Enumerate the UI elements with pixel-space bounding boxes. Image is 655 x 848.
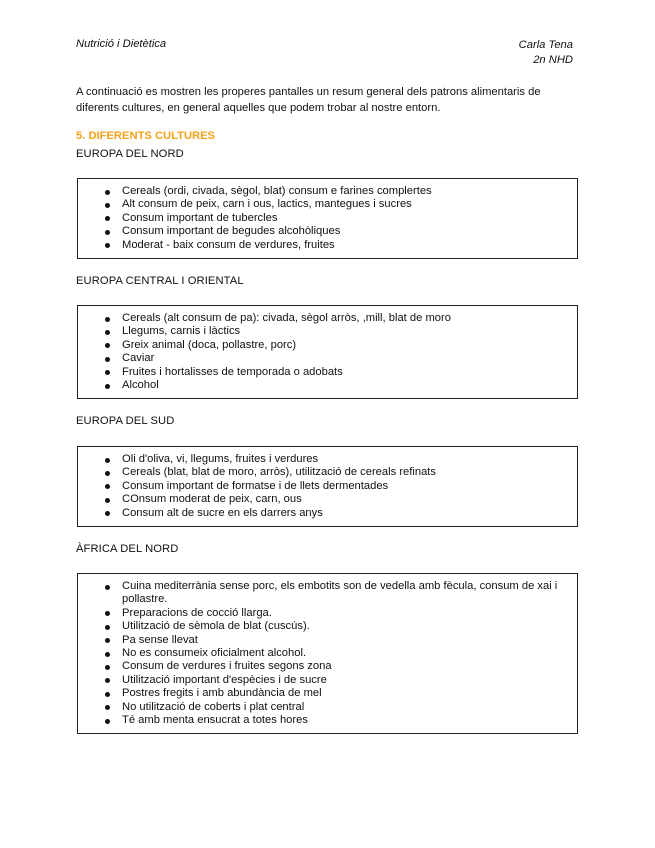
- region-list: [78, 312, 563, 392]
- list-item: Consum alt de sucre en els darrers anys: [122, 507, 563, 520]
- region-list: [78, 580, 563, 727]
- intro-paragraph: A continuació es mostren les properes pantalles un resum general dels patrons alimentaris de diferents cultures, en general aquelles que podem trobar al nostre entorn.: [76, 86, 541, 114]
- region-title-europa-sud: EUROPA DEL SUD: [76, 415, 175, 427]
- list-item: Cereals (ordi, civada, sègol, blat) consum e farines complertes: [122, 185, 563, 198]
- region-title-europa-nord: EUROPA DEL NORD: [76, 148, 184, 160]
- list-item: Alcohol: [122, 379, 563, 392]
- list-item: COnsum moderat de peix, carn, ous: [122, 493, 563, 506]
- list-item: Utilització de sèmola de blat (cuscús).: [122, 620, 563, 633]
- section-title: 5. DIFERENTS CULTURES: [76, 130, 216, 142]
- region-box-africa-nord: [77, 573, 578, 734]
- region-box-europa-nord: [77, 178, 578, 259]
- region-box-europa-sud: [77, 446, 578, 527]
- list-item: Consum important de begudes alcohòliques: [122, 225, 563, 238]
- region-title-europa-central: EUROPA CENTRAL I ORIENTAL: [76, 275, 244, 287]
- header-author-block: [519, 38, 573, 68]
- list-item: Llegums, carnis i làctics: [122, 325, 563, 338]
- list-item: Postres fregits i amb abundància de mel: [122, 687, 563, 700]
- list-item: Preparacions de cocció llarga.: [122, 607, 563, 620]
- header-course: 2n NHD: [533, 54, 573, 66]
- list-item: Pa sense llevat: [122, 634, 563, 647]
- list-item: No es consumeix oficialment alcohol.: [122, 647, 563, 660]
- list-item: Caviar: [122, 352, 563, 365]
- region-list: [78, 185, 563, 252]
- header-subject: Nutrició i Dietètica: [76, 38, 167, 50]
- region-title-africa-nord: ÀFRICA DEL NORD: [76, 543, 179, 555]
- list-item: Oli d'oliva, vi, llegums, fruites i verdures: [122, 453, 563, 466]
- region-list: [78, 453, 563, 520]
- list-item: Alt consum de peix, carn i ous, lactics, mantegues i sucres: [122, 198, 563, 211]
- list-item: Cereals (alt consum de pa): civada, sègol arròs, ,mill, blat de moro: [122, 312, 563, 325]
- list-item: Cuina mediterrània sense porc, els embotits son de vedella amb fècula, consum de xai i pollastre.: [122, 580, 563, 607]
- list-item: No utilització de coberts i plat central: [122, 701, 563, 714]
- list-item: Consum important de tubercles: [122, 212, 563, 225]
- list-item: Té amb menta ensucrat a totes hores: [122, 714, 563, 727]
- list-item: Fruites i hortalisses de temporada o adobats: [122, 366, 563, 379]
- list-item: Moderat - baix consum de verdures, fruites: [122, 239, 563, 252]
- list-item: Cereals (blat, blat de moro, arròs), utilització de cereals refinats: [122, 466, 563, 479]
- region-box-europa-central: [77, 305, 578, 399]
- list-item: Greix animal (doca, pollastre, porc): [122, 339, 563, 352]
- header-author: Carla Tena: [518, 39, 573, 51]
- list-item: Consum de verdures i fruites segons zona: [122, 660, 563, 673]
- list-item: Utilització important d'espècies i de sucre: [122, 674, 563, 687]
- list-item: Consum important de formatse i de llets dermentades: [122, 480, 563, 493]
